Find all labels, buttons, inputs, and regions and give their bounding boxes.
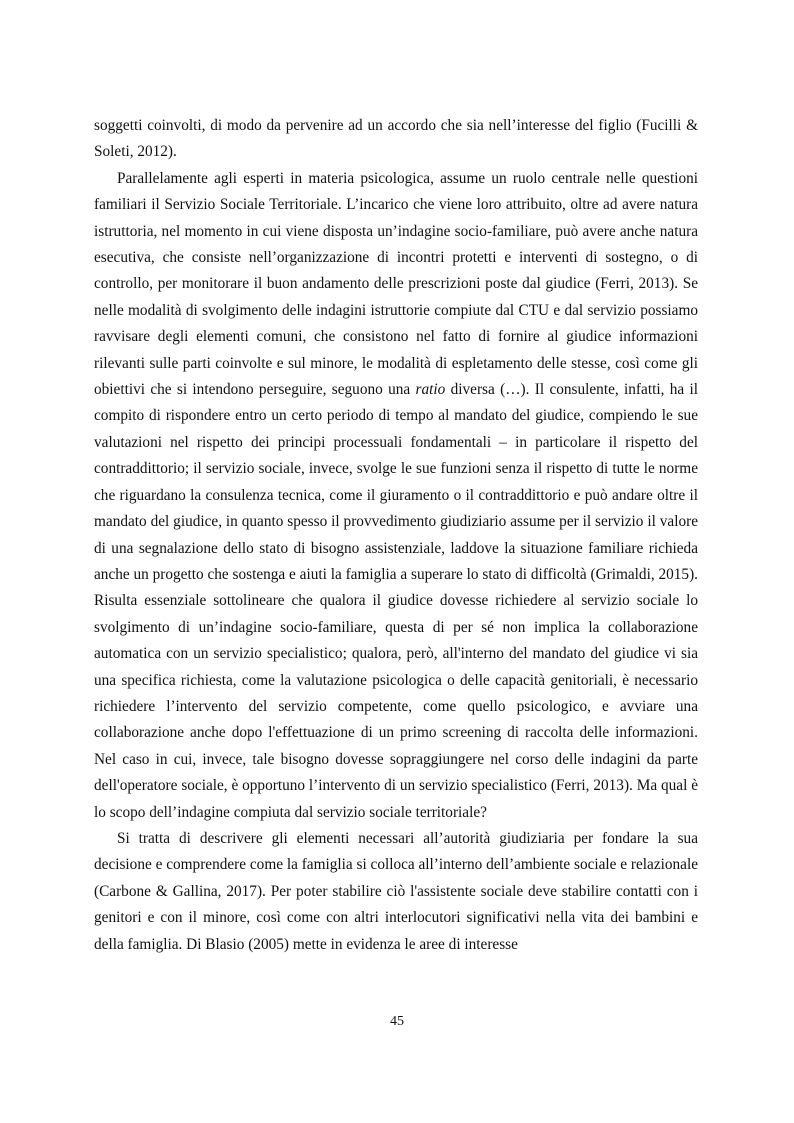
page-number: 45 bbox=[390, 1014, 404, 1029]
paragraph-3-text: Si tratta di descrivere gli elementi necessari all’autorità giudiziaria per fondare la sua decisione e comprendere come la famiglia si colloca all’interno dell’ambiente sociale e relazionale (Carbone & Gallina, 2017). Per poter stabilire ciò l'assistente sociale deve stabilire contatti con i genitori e con il minore, così come con altri interlocutori significativi nella vita dei bambini e della famiglia. Di Blasio (2005) mette in evidenza le aree di interesse bbox=[94, 829, 698, 953]
paragraph-2-text-start: Parallelamente agli esperti in materia psicologica, assume un ruolo centrale nelle questioni familiari il Servizio Sociale Territoriale. L’incarico che viene loro attribuito, oltre ad avere natura istruttoria, nel momento in cui viene disposta un’indagine socio-familiare, può avere anche natura esecutiva, che consiste nell’organizzazione di incontri protetti e interventi di sostegno, o di controllo, per monitorare il buon andamento delle prescrizioni poste dal giudice (Ferri, 2013). Se nelle modalità di svolgimento delle indagini istruttorie compiute dal CTU e dal servizio possiamo ravvisare degli elementi comuni, che consistono nel fatto di fornire al giudice informazioni rilevanti sulle parti coinvolte e sul minore, le modalità di espletamento delle stesse, così come gli obiettivi che si intendono perseguire, seguono una bbox=[94, 169, 698, 399]
italic-term-ratio: ratio bbox=[415, 381, 446, 399]
paragraph-scopo-indagine bbox=[94, 826, 698, 958]
paragraph-servizio-sociale bbox=[94, 166, 698, 826]
paragraph-1-text: soggetti coinvolti, di modo da pervenire ad un accordo che sia nell’interesse del figlio (Fucilli & Soleti, 2012). bbox=[94, 117, 698, 161]
paragraph-continuation bbox=[94, 113, 698, 166]
paragraph-2-text-end: diversa (…). Il consulente, infatti, ha il compito di rispondere entro un certo periodo di tempo al mandato del giudice, compiendo le sue valutazioni nel rispetto dei principi processuali fondamentali – in particolare il rispetto del contraddittorio; il servizio sociale, invece, svolge le sue funzioni senza il rispetto di tutte le norme che riguardano la consulenza tecnica, come il giuramento o il contraddittorio e può andare oltre il mandato del giudice, in quanto spesso il provvedimento giudiziario assume per il servizio il valore di una segnalazione dello stato di bisogno assistenziale, laddove la situazione familiare richieda anche un progetto che sostenga e aiuti la famiglia a superare lo stato di difficoltà (Grimaldi, 2015). Risulta essenziale sottolineare che qualora il giudice dovesse richiedere al servizio sociale lo svolgimento di un’indagine socio-familiare, questa di per sé non implica la collaborazione automatica con un servizio specialistico; qualora, però, all'interno del mandato del giudice vi sia una specifica richiesta, come la valutazione psicologica o delle capacità genitoriali, è necessario richiedere l’intervento del servizio competente, come quello psicologico, e avviare una collaborazione anche dopo l'effettuazione di un primo screening di raccolta delle informazioni. Nel caso in cui, invece, tale bisogno dovesse sopraggiungere nel corso delle indagini da parte dell'operatore sociale, è opportuno l’intervento di un servizio specialistico (Ferri, 2013). Ma qual è lo scopo dell’indagine compiuta dal servizio sociale territoriale? bbox=[94, 381, 698, 821]
body-text bbox=[94, 113, 698, 958]
